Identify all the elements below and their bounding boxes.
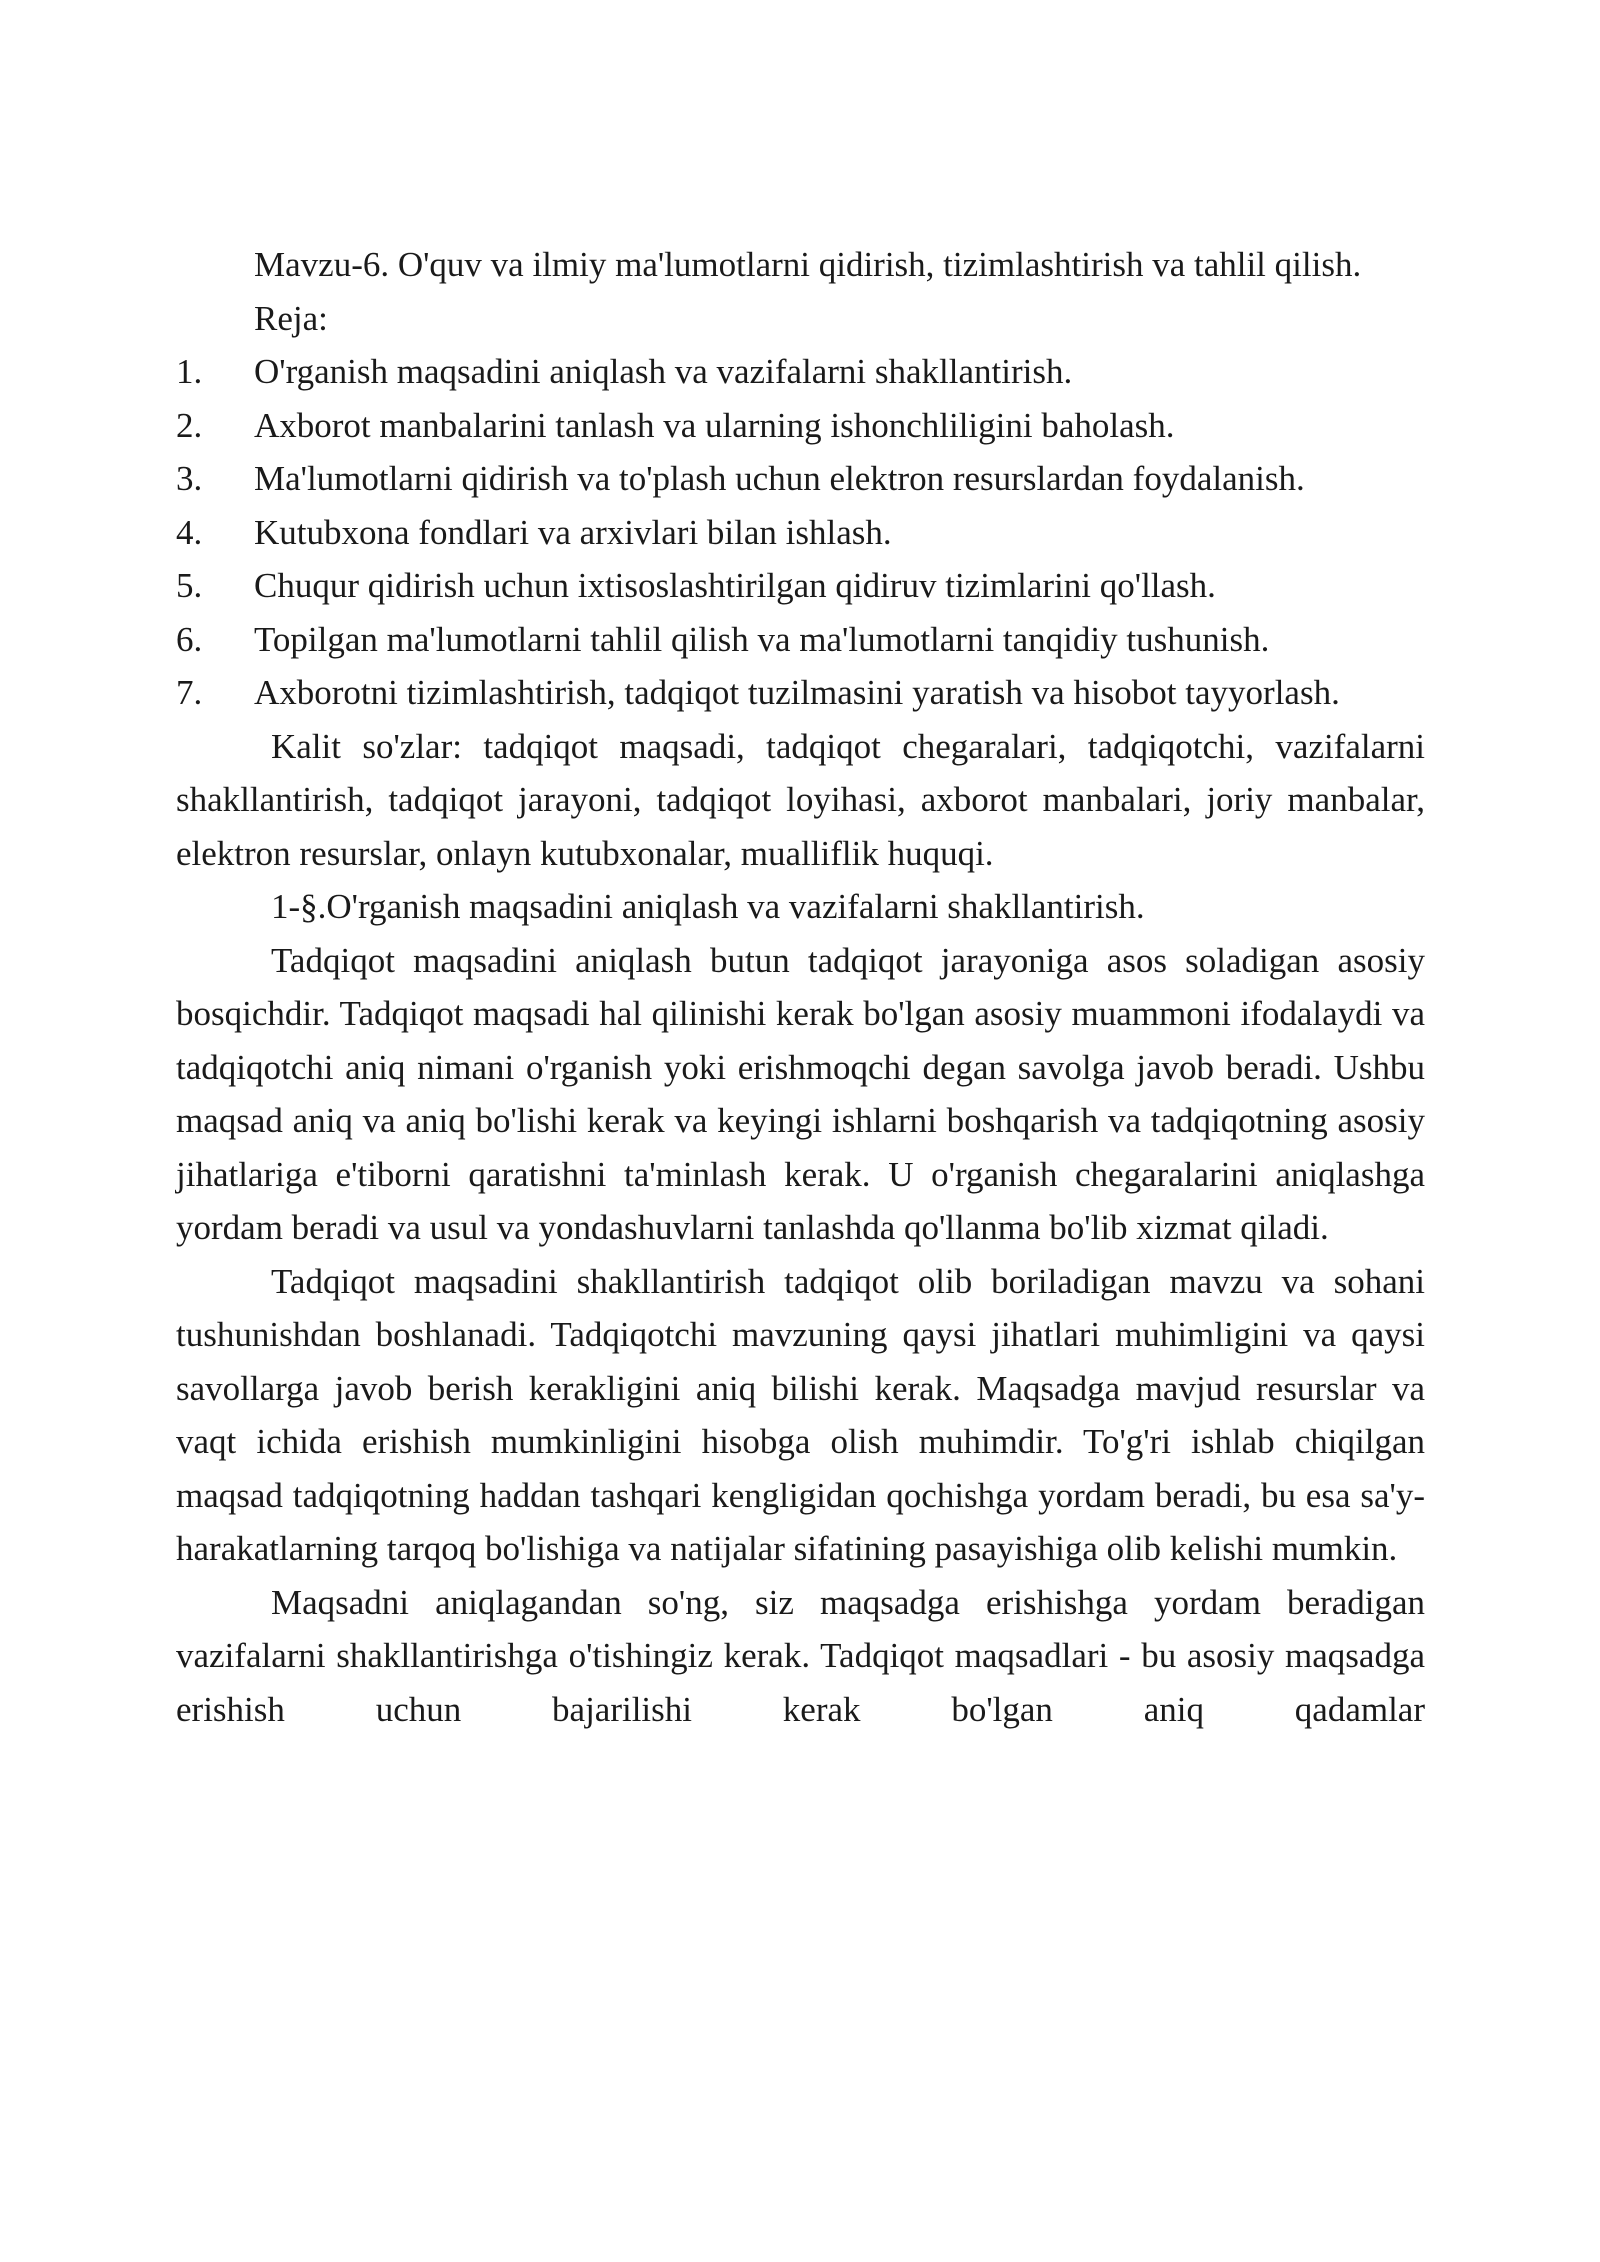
document-body: [176, 238, 1425, 1736]
plan-list: [176, 345, 1425, 720]
plan-item-text: Topilgan ma'lumotlarni tahlil qilish va ma'lumotlarni tanqidiy tushunish.: [254, 619, 1270, 659]
plan-item-number: 7.: [176, 673, 203, 712]
plan-item-text: O'rganish maqsadini aniqlash va vazifalarni shakllantirish.: [254, 352, 1073, 391]
body-paragraph: Tadqiqot maqsadini aniqlash butun tadqiqot jarayoniga asos soladigan asosiy bosqichdir. Tadqiqot maqsadi hal qilinishi kerak bo'lgan asosiy muammoni ifodalaydi va tadqiqotchi aniq nimani o'rganish yoki erishmoqchi degan savolga javob beradi. Ushbu maqsad aniq va aniq bo'lishi kerak va keyingi ishlarni boshqarish va tadqiqotning asosiy jihatlariga e'tiborni qaratishni ta'minlash kerak. U o'rganish chegaralarini aniqlashga yordam beradi va usul va yondashuvlarni tanlashda qo'llanma bo'lib xizmat qiladi.: [176, 940, 1425, 1247]
plan-item-text: Axborotni tizimlashtirish, tadqiqot tuzilmasini yaratish va hisobot tayyorlash.: [254, 673, 1340, 712]
plan-item: [176, 559, 1425, 613]
plan-item-text: Chuqur qidirish uchun ixtisoslashtirilgan qidiruv tizimlarini qo'llash.: [254, 566, 1216, 605]
plan-item-text: Kutubxona fondlari va arxivlari bilan ishlash.: [254, 512, 892, 552]
plan-item: [176, 399, 1425, 453]
section-heading: 1-§.O'rganish maqsadini aniqlash va vazifalarni shakllantirish.: [271, 887, 1145, 926]
plan-item: [176, 506, 1425, 560]
plan-item-number: 5.: [176, 566, 203, 605]
plan-heading: Reja:: [254, 298, 328, 338]
plan-item-number: 3.: [176, 459, 203, 498]
plan-item-text: Axborot manbalarini tanlash va ularning ishonchliligini baholash.: [254, 405, 1175, 445]
plan-item: [176, 345, 1425, 399]
plan-item: [176, 452, 1425, 506]
plan-item-text: Ma'lumotlarni qidirish va to'plash uchun elektron resurslardan foydalanish.: [254, 459, 1305, 498]
body-paragraph: Tadqiqot maqsadini shakllantirish tadqiqot olib boriladigan mavzu va sohani tushunishdan boshlanadi. Tadqiqotchi mavzuning qaysi jihatlari muhimligini va qaysi savollarga javob berish kerakligini aniq bilishi kerak. Maqsadga mavjud resurslar va vaqt ichida erishish mumkinligini hisobga olish muhimdir. To'g'ri ishlab chiqilgan maqsad tadqiqotning haddan tashqari kengligidan qochishga yordam beradi, bu esa sa'y-harakatlarning tarqoq bo'lishiga va natijalar sifatining pasayishiga olib kelishi mumkin.: [176, 1261, 1425, 1568]
plan-item-number: 6.: [176, 619, 203, 659]
plan-item-number: 2.: [176, 405, 203, 445]
keywords-paragraph: Kalit so'zlar: tadqiqot maqsadi, tadqiqot chegaralari, tadqiqotchi, vazifalarni shakllantirish, tadqiqot jarayoni, tadqiqot loyihasi, axborot manbalari, joriy manbalar, elektron resurslar, onlayn kutubxonalar, mualliflik huquqi.: [176, 726, 1425, 873]
body-paragraph: Maqsadni aniqlagandan so'ng, siz maqsadga erishishga yordam beradigan vazifalarni shakllantirishga o'tishingiz kerak. Tadqiqot maqsadlari - bu asosiy maqsadga erishish uchun bajarilishi kerak bo'lgan aniq qadamlar: [176, 1582, 1425, 1729]
topic-title: Mavzu-6. O'quv va ilmiy ma'lumotlarni qidirish, tizimlashtirish va tahlil qilish.: [254, 245, 1362, 284]
plan-item-number: 4.: [176, 512, 203, 552]
plan-item-number: 1.: [176, 352, 203, 391]
plan-item: [176, 613, 1425, 667]
plan-item: [176, 666, 1425, 720]
